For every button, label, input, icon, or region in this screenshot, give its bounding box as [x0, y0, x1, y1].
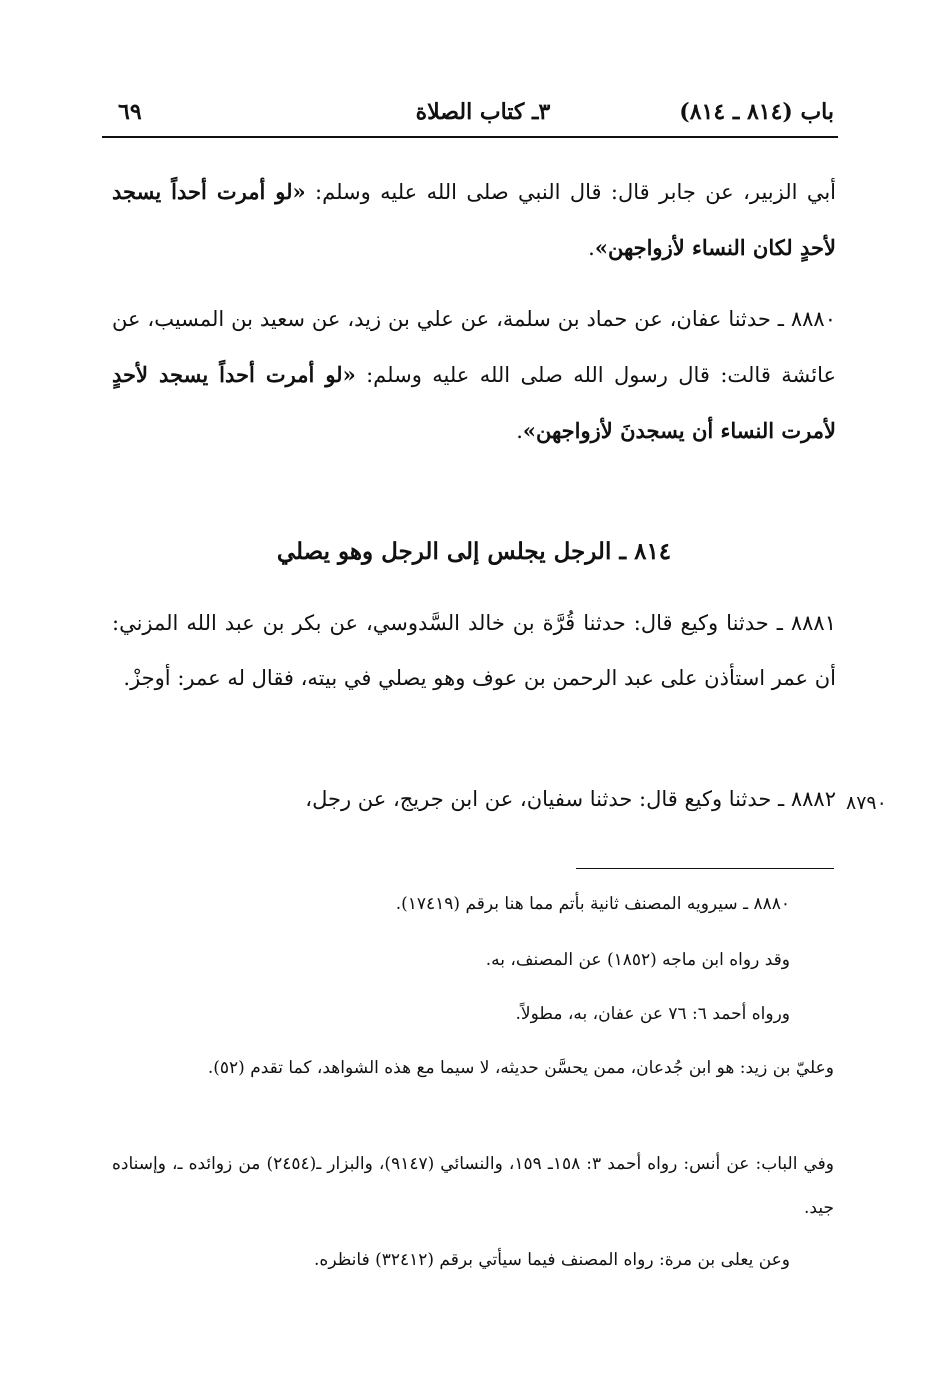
hadith-8880	[112, 292, 836, 459]
hadith-8881: ٨٨٨١ ـ حدثنا وكيع قال: حدثنا قُرَّة بن خالد السَّدوسي، عن بكر بن عبد الله المزني: أن عمر استأذن على عبد الرحمن بن عوف وهو يصلي في بيته، فقال له عمر: أوجزْ.	[112, 611, 836, 690]
hadith-quote: «لو أمرت أحداً يسجد لأحدٍ لكان النساء لأزواجهن»	[112, 179, 836, 260]
footnote-separator	[576, 868, 834, 869]
footnote-line: وعليّ بن زيد: هو ابن جُدعان، ممن يحسَّن حديثه، لا سيما مع هذه الشواهد، كما تقدم (٥٢).	[207, 1058, 834, 1078]
hadith-8882: ٨٨٨٢ ـ حدثنا وكيع قال: حدثنا سفيان، عن ابن جريج، عن رجل،	[305, 787, 836, 811]
margin-cross-reference: ٨٧٩٠	[846, 792, 887, 814]
footnote-line: ٨٨٨٠ ـ سيرويه المصنف ثانية بأتم مما هنا برقم (١٧٤١٩).	[395, 894, 790, 914]
running-header-chapter: باب (٨١٤ ـ ٨١٤)	[679, 99, 834, 125]
header-rule	[102, 136, 838, 138]
paragraph-text: ٨٨٨٠ ـ حدثنا عفان، عن حماد بن سلمة، عن علي بن زيد، عن سعيد بن المسيب، عن عائشة قالت: قال رسول الله صلى الله عليه وسلم:	[112, 307, 837, 387]
hadith-quote: «لو أمرت أحداً يسجد لأحدٍ لأمرت النساء أن يسجدنَ لأزواجهن»	[112, 362, 836, 443]
page-number: ٦٩	[118, 99, 142, 125]
paragraph-end: .	[588, 236, 595, 260]
paragraph-end: .	[516, 419, 523, 443]
footnote-line: ورواه أحمد ٦: ٧٦ عن عفان، به، مطولاً.	[515, 1004, 790, 1024]
footnote-line: وعن يعلى بن مرة: رواه المصنف فيما سيأتي برقم (٣٢٤١٢) فانظره.	[314, 1250, 790, 1270]
section-heading: ٨١٤ ـ الرجل يجلس إلى الرجل وهو يصلي	[276, 538, 672, 565]
footnote-line: وقد رواه ابن ماجه (١٨٥٢) عن المصنف، به.	[485, 950, 790, 970]
paragraph-continuation	[112, 164, 836, 276]
footnote-line: وفي الباب: عن أنس: رواه أحمد ٣: ١٥٨ـ ١٥٩، والنسائي (٩١٤٧)، والبزار ـ(٢٤٥٤) من زوائده ـ، وإسناده جيد.	[112, 1154, 834, 1218]
paragraph-text: أبي الزبير، عن جابر قال: قال النبي صلى الله عليه وسلم:	[305, 180, 836, 204]
running-header-book-title: ٣ـ كتاب الصلاة	[415, 99, 551, 125]
